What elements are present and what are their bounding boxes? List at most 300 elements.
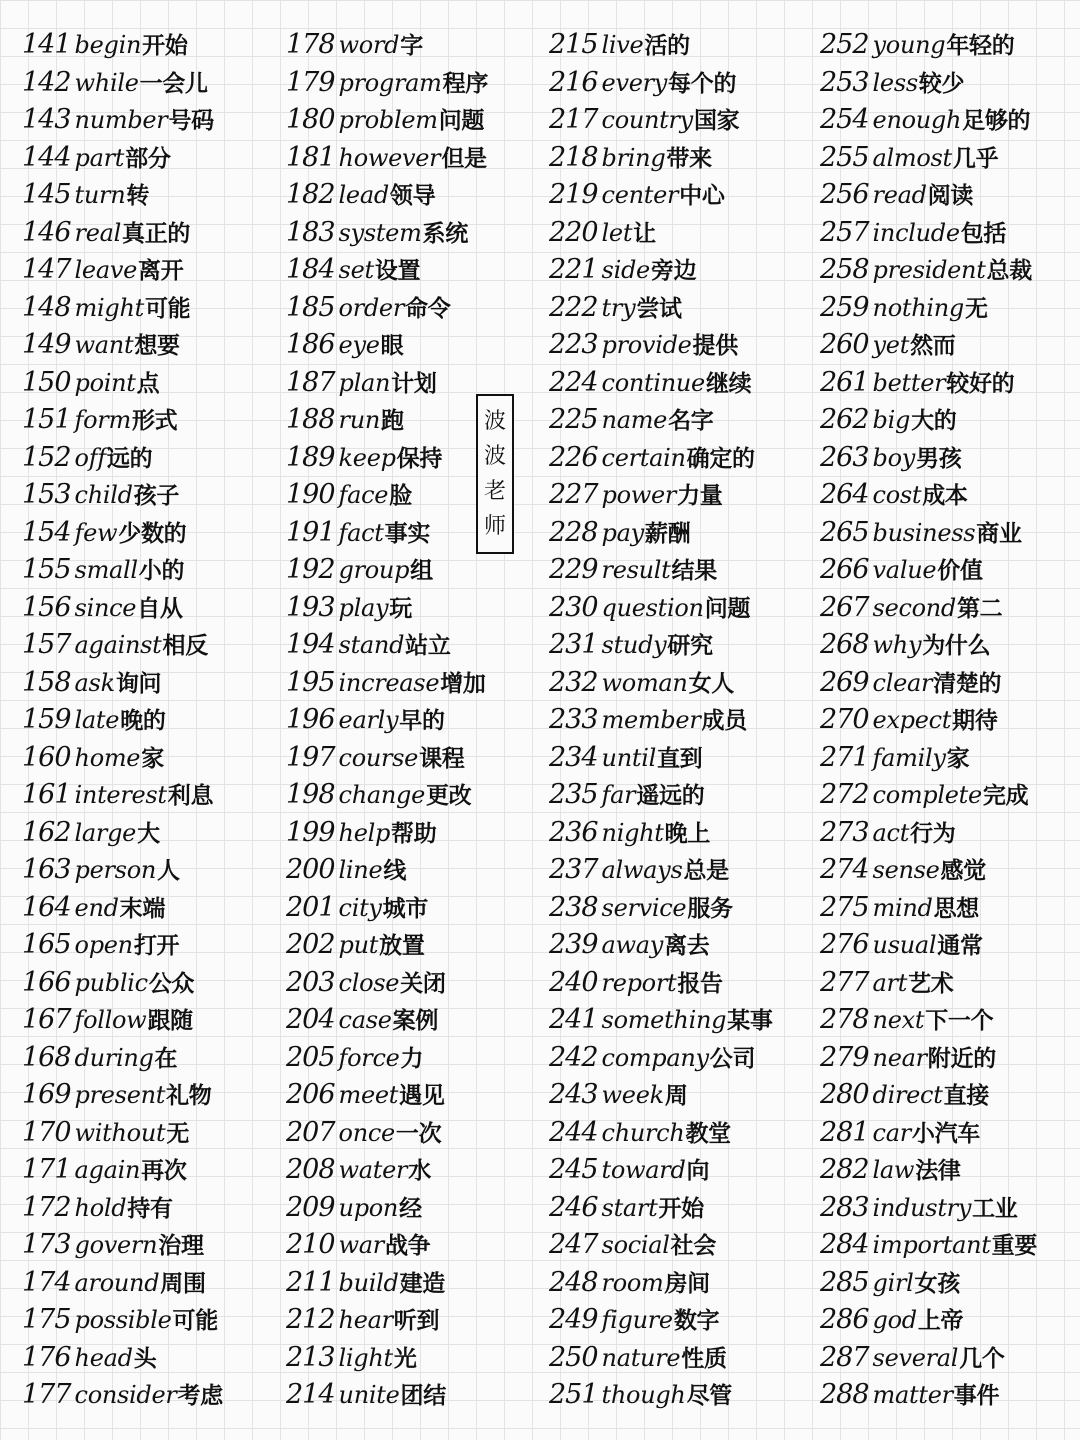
entry-meaning: 思想 — [933, 895, 980, 922]
vocab-entry — [820, 1301, 1078, 1339]
vocab-entry — [549, 1151, 814, 1189]
entry-meaning: 城市 — [382, 895, 429, 922]
entry-meaning: 晚的 — [120, 708, 166, 734]
entry-number: 251 — [549, 1379, 598, 1410]
vocab-entry — [22, 401, 277, 439]
vocab-entry — [820, 1076, 1078, 1114]
vocab-entry — [286, 1339, 541, 1377]
entry-number: 200 — [286, 854, 335, 885]
entry-number: 229 — [549, 554, 598, 585]
entry-word: case — [338, 1006, 392, 1034]
vocab-entry — [22, 701, 277, 739]
entry-word: question — [601, 593, 704, 622]
vocab-entry — [549, 364, 814, 402]
vocab-entry — [286, 1001, 541, 1039]
vocab-entry — [820, 1114, 1078, 1152]
entry-meaning: 女人 — [688, 670, 734, 697]
vocab-entry — [286, 289, 541, 327]
entry-meaning: 离去 — [664, 933, 710, 959]
vocab-entry — [820, 889, 1078, 927]
entry-word: act — [872, 818, 910, 847]
entry-number: 165 — [22, 929, 71, 960]
entry-number: 192 — [286, 554, 335, 585]
entry-meaning: 某事 — [727, 1008, 773, 1034]
entry-meaning: 战争 — [384, 1233, 431, 1259]
entry-number: 244 — [549, 1116, 598, 1148]
vocab-entry — [820, 1151, 1078, 1189]
entry-word: every — [601, 68, 668, 97]
entry-number: 219 — [549, 179, 598, 210]
entry-meaning: 命令 — [405, 295, 451, 322]
entry-word: mind — [872, 893, 933, 922]
entry-meaning: 设置 — [374, 258, 421, 284]
vocab-column-4 — [820, 26, 1078, 1414]
vocab-entry — [286, 551, 541, 589]
vocab-entry — [549, 1114, 814, 1152]
entry-word: always — [601, 856, 683, 884]
vocab-entry — [286, 776, 541, 814]
vocab-entry — [820, 289, 1078, 327]
entry-number: 158 — [22, 666, 71, 698]
entry-meaning: 但是 — [441, 145, 487, 172]
vocab-entry — [22, 1376, 277, 1414]
vocab-entry — [286, 326, 541, 364]
entry-number: 163 — [22, 854, 71, 885]
entry-meaning: 组 — [410, 558, 433, 584]
entry-meaning: 附近的 — [927, 1045, 996, 1072]
entry-word: near — [872, 1043, 927, 1072]
entry-word: change — [338, 781, 425, 809]
entry-meaning: 较少 — [918, 70, 965, 97]
entry-meaning: 研究 — [667, 633, 713, 659]
entry-word: help — [338, 818, 391, 847]
entry-word: second — [872, 593, 956, 622]
entry-word: form — [74, 406, 131, 434]
entry-word: boy — [872, 443, 916, 472]
entry-meaning: 再次 — [141, 1158, 187, 1184]
entry-word: increase — [338, 668, 440, 697]
entry-word: business — [872, 518, 976, 547]
vocab-entry — [820, 776, 1078, 814]
vocab-entry — [22, 776, 277, 814]
entry-meaning: 问题 — [704, 595, 751, 622]
vocab-entry — [286, 1151, 541, 1189]
vocab-entry — [286, 1264, 541, 1302]
entry-word: though — [601, 1381, 686, 1409]
vocab-entry — [820, 1376, 1078, 1414]
vocab-entry — [22, 551, 277, 589]
entry-number: 240 — [549, 966, 598, 998]
entry-meaning: 向 — [686, 1158, 710, 1184]
vocab-entry — [549, 701, 814, 739]
vocab-entry — [22, 26, 277, 64]
entry-meaning: 一次 — [395, 1120, 442, 1147]
entry-meaning: 利息 — [167, 783, 214, 809]
vocab-entry — [22, 1114, 277, 1152]
entry-number: 184 — [286, 254, 335, 285]
entry-word: head — [74, 1343, 133, 1372]
entry-meaning: 头 — [133, 1345, 157, 1372]
entry-meaning: 数字 — [673, 1308, 720, 1334]
entry-number: 188 — [286, 404, 335, 435]
entry-word: lead — [338, 181, 389, 209]
entry-number: 221 — [549, 254, 598, 285]
entry-number: 156 — [22, 591, 71, 623]
entry-word: next — [872, 1006, 925, 1034]
entry-word: family — [872, 743, 946, 772]
entry-word: line — [338, 856, 383, 884]
entry-number: 167 — [22, 1004, 71, 1035]
vocab-entry — [22, 851, 277, 889]
vocab-entry — [820, 364, 1078, 402]
entry-number: 237 — [549, 854, 598, 885]
entry-word: possible — [74, 1306, 172, 1334]
entry-meaning: 事件 — [953, 1383, 1000, 1409]
entry-meaning: 程序 — [442, 70, 489, 97]
vocab-entry — [820, 1264, 1078, 1302]
entry-meaning: 开始 — [658, 1195, 704, 1222]
entry-meaning: 更改 — [425, 783, 472, 809]
entry-word: clear — [872, 668, 933, 697]
entry-word: young — [872, 31, 946, 59]
entry-meaning: 法律 — [915, 1158, 961, 1184]
vocab-entry — [549, 289, 814, 327]
entry-number: 279 — [820, 1041, 869, 1073]
vocab-entry — [549, 1039, 814, 1077]
entry-number: 173 — [22, 1229, 71, 1260]
entry-meaning: 可能 — [144, 295, 191, 322]
entry-number: 214 — [286, 1379, 335, 1410]
stamp-char: 师 — [483, 514, 506, 539]
entry-meaning: 几乎 — [952, 145, 999, 172]
vocab-entry — [549, 889, 814, 927]
entry-number: 148 — [22, 291, 71, 323]
entry-word: try — [601, 293, 636, 322]
entry-number: 198 — [286, 779, 335, 810]
entry-number: 287 — [820, 1341, 869, 1373]
entry-word: read — [872, 181, 927, 209]
entry-word: far — [601, 781, 636, 809]
entry-number: 284 — [820, 1229, 869, 1260]
entry-meaning: 计划 — [391, 370, 437, 397]
entry-number: 220 — [549, 216, 598, 248]
entry-number: 186 — [286, 329, 335, 360]
entry-word: hold — [74, 1193, 127, 1222]
entry-word: small — [74, 556, 138, 584]
entry-meaning: 字 — [400, 33, 423, 59]
vocab-entry — [286, 176, 541, 214]
entry-word: turn — [74, 181, 126, 209]
vocab-entry — [820, 814, 1078, 852]
entry-word: company — [601, 1043, 709, 1072]
entry-word: home — [74, 743, 141, 772]
entry-word: around — [74, 1268, 160, 1297]
vocab-entry — [549, 1301, 814, 1339]
entry-meaning: 成员 — [701, 708, 747, 734]
entry-number: 179 — [286, 66, 335, 98]
entry-number: 267 — [820, 591, 869, 623]
entry-meaning: 年轻的 — [946, 33, 1015, 59]
entry-word: study — [601, 631, 667, 659]
entry-number: 233 — [549, 704, 598, 735]
entry-word: until — [601, 743, 656, 772]
entry-word: unite — [338, 1381, 400, 1409]
entry-meaning: 线 — [383, 858, 407, 884]
entry-word: country — [601, 106, 693, 134]
entry-number: 193 — [286, 591, 335, 623]
vocab-entry — [549, 214, 814, 252]
entry-number: 208 — [286, 1154, 335, 1185]
vocab-entry — [22, 1189, 277, 1227]
vocab-entry — [549, 251, 814, 289]
vocab-entry — [820, 139, 1078, 177]
entry-number: 149 — [22, 329, 71, 360]
vocab-entry — [22, 251, 277, 289]
vocab-entry — [820, 476, 1078, 514]
vocab-entry — [22, 1151, 277, 1189]
vocab-entry — [286, 664, 541, 702]
entry-number: 239 — [549, 929, 598, 960]
entry-word: nothing — [872, 293, 964, 322]
vocab-entry — [22, 214, 277, 252]
entry-word: person — [74, 856, 157, 884]
vocab-entry — [286, 626, 541, 664]
entry-word: war — [338, 1231, 384, 1259]
entry-meaning: 少数的 — [118, 520, 187, 547]
entry-word: public — [74, 968, 148, 997]
entry-number: 202 — [286, 929, 335, 960]
vocab-entry — [820, 214, 1078, 252]
vocab-entry — [549, 1376, 814, 1414]
entry-word: want — [74, 331, 134, 359]
entry-meaning: 号码 — [168, 108, 214, 134]
vocab-entry — [549, 176, 814, 214]
vocab-entry — [820, 664, 1078, 702]
vocab-entry — [286, 1376, 541, 1414]
entry-meaning: 经 — [399, 1195, 422, 1222]
entry-number: 152 — [22, 441, 71, 473]
entry-meaning: 性质 — [681, 1345, 727, 1372]
entry-word: power — [601, 481, 677, 509]
entry-meaning: 中心 — [679, 183, 725, 209]
entry-meaning: 询问 — [115, 670, 162, 697]
entry-word: night — [601, 818, 664, 847]
entry-number: 181 — [286, 141, 335, 173]
entry-meaning: 放置 — [379, 933, 425, 959]
entry-number: 263 — [820, 441, 869, 473]
vocab-entry — [22, 664, 277, 702]
entry-word: hear — [338, 1306, 393, 1334]
entry-meaning: 商业 — [976, 520, 1022, 547]
entry-word: less — [872, 68, 918, 97]
entry-word: provide — [601, 331, 692, 359]
entry-number: 272 — [820, 779, 869, 810]
entry-word: side — [601, 256, 650, 284]
entry-word: expect — [872, 706, 952, 734]
entry-word: since — [74, 593, 137, 622]
entry-meaning: 总是 — [683, 858, 729, 884]
entry-meaning: 艺术 — [908, 970, 954, 997]
entry-meaning: 考虑 — [177, 1383, 223, 1409]
entry-word: open — [74, 931, 133, 959]
vocab-entry — [820, 1226, 1078, 1264]
entry-number: 274 — [820, 854, 869, 885]
entry-word: without — [74, 1118, 166, 1147]
entry-number: 258 — [820, 254, 869, 285]
entry-word: leave — [74, 256, 137, 284]
vocab-entry — [22, 814, 277, 852]
entry-number: 250 — [549, 1341, 598, 1373]
entry-number: 201 — [286, 891, 335, 923]
entry-number: 194 — [286, 629, 335, 660]
entry-word: church — [601, 1118, 685, 1147]
entry-number: 206 — [286, 1079, 335, 1110]
entry-word: name — [601, 406, 668, 434]
entry-meaning: 保持 — [396, 445, 443, 472]
entry-word: god — [872, 1306, 917, 1334]
entry-meaning: 打开 — [133, 933, 180, 959]
vocab-entry — [820, 326, 1078, 364]
entry-word: room — [601, 1268, 664, 1297]
entry-meaning: 为什么 — [922, 633, 991, 659]
entry-number: 228 — [549, 516, 598, 548]
entry-word: result — [601, 556, 671, 584]
entry-meaning: 领导 — [389, 183, 436, 209]
entry-meaning: 社会 — [670, 1233, 717, 1259]
entry-meaning: 行为 — [910, 820, 956, 847]
entry-meaning: 眼 — [380, 333, 404, 359]
entry-number: 203 — [286, 966, 335, 998]
entry-meaning: 问题 — [438, 108, 485, 134]
entry-word: interest — [74, 781, 167, 809]
vocab-entry — [22, 1039, 277, 1077]
entry-meaning: 脸 — [389, 483, 412, 509]
entry-word: city — [338, 893, 382, 922]
entry-word: girl — [872, 1268, 914, 1297]
vocab-entry — [22, 1226, 277, 1264]
vocab-entry — [22, 139, 277, 177]
entry-meaning: 早的 — [399, 708, 445, 734]
entry-word: car — [872, 1118, 911, 1147]
entry-meaning: 帮助 — [391, 820, 437, 847]
entry-meaning: 教堂 — [685, 1120, 731, 1147]
entry-meaning: 礼物 — [166, 1083, 212, 1109]
vocab-entry — [286, 64, 541, 102]
entry-number: 166 — [22, 966, 71, 998]
entry-number: 235 — [549, 779, 598, 810]
vocab-entry — [820, 251, 1078, 289]
entry-meaning: 报告 — [677, 970, 723, 997]
entry-meaning: 薪酬 — [644, 520, 691, 547]
entry-meaning: 带来 — [666, 145, 712, 172]
entry-number: 273 — [820, 816, 869, 848]
vocab-entry — [22, 1076, 277, 1114]
entry-number: 222 — [549, 291, 598, 323]
entry-meaning: 力 — [400, 1045, 424, 1072]
entry-word: word — [338, 31, 400, 59]
entry-word: industry — [872, 1193, 972, 1222]
entry-number: 213 — [286, 1341, 335, 1373]
entry-number: 168 — [22, 1041, 71, 1073]
entry-word: water — [338, 1156, 408, 1184]
vocab-column-2 — [286, 26, 541, 1414]
entry-meaning: 遥远的 — [636, 783, 705, 809]
entry-number: 191 — [286, 516, 335, 548]
vocab-entry — [286, 1301, 541, 1339]
entry-meaning: 总裁 — [986, 258, 1032, 284]
vocab-entry — [22, 964, 277, 1002]
entry-word: course — [338, 743, 419, 772]
entry-meaning: 重要 — [991, 1233, 1038, 1259]
entry-word: better — [872, 368, 946, 397]
entry-number: 234 — [549, 741, 598, 773]
vocab-entry — [286, 964, 541, 1002]
entry-meaning: 跑 — [381, 408, 404, 434]
entry-word: yet — [872, 331, 910, 359]
vocab-entry — [549, 551, 814, 589]
entry-number: 249 — [549, 1304, 598, 1335]
entry-number: 215 — [549, 29, 598, 60]
entry-number: 212 — [286, 1304, 335, 1335]
entry-meaning: 转 — [126, 183, 150, 209]
vocab-entry — [549, 514, 814, 552]
entry-word: woman — [601, 668, 688, 697]
entry-meaning: 自从 — [137, 595, 183, 622]
vocab-entry — [820, 1039, 1078, 1077]
entry-number: 142 — [22, 66, 71, 98]
entry-meaning: 房间 — [664, 1270, 710, 1297]
entry-meaning: 力量 — [677, 483, 723, 509]
vocab-entry — [22, 514, 277, 552]
entry-word: certain — [601, 443, 686, 472]
entry-number: 169 — [22, 1079, 71, 1110]
entry-word: group — [338, 556, 410, 584]
entry-meaning: 提供 — [692, 333, 738, 359]
vocab-entry — [820, 926, 1078, 964]
vocab-entry — [549, 626, 814, 664]
entry-word: toward — [601, 1156, 686, 1184]
entry-word: something — [601, 1006, 727, 1034]
vocab-entry — [286, 814, 541, 852]
vocab-entry — [820, 439, 1078, 477]
entry-word: several — [872, 1343, 959, 1372]
vocab-entry — [820, 626, 1078, 664]
entry-word: pay — [601, 518, 644, 547]
entry-word: value — [872, 556, 937, 584]
entry-meaning: 上帝 — [917, 1308, 964, 1334]
entry-meaning: 人 — [157, 858, 180, 884]
entry-number: 176 — [22, 1341, 71, 1373]
entry-word: build — [338, 1268, 399, 1297]
entry-meaning: 继续 — [705, 370, 752, 397]
entry-meaning: 无 — [166, 1120, 190, 1147]
entry-number: 247 — [549, 1229, 598, 1260]
entry-meaning: 通常 — [937, 933, 983, 959]
entry-meaning: 然而 — [910, 333, 956, 359]
entry-meaning: 在 — [154, 1045, 178, 1072]
entry-word: continue — [601, 368, 705, 397]
entry-meaning: 无 — [964, 295, 988, 322]
entry-word: part — [74, 143, 125, 172]
entry-meaning: 女孩 — [914, 1270, 960, 1297]
entry-meaning: 周围 — [160, 1270, 206, 1297]
entry-number: 231 — [549, 629, 598, 660]
entry-number: 246 — [549, 1191, 598, 1223]
entry-word: large — [74, 818, 137, 847]
entry-word: consider — [74, 1381, 177, 1409]
entry-number: 243 — [549, 1079, 598, 1110]
vocab-entry — [549, 739, 814, 777]
